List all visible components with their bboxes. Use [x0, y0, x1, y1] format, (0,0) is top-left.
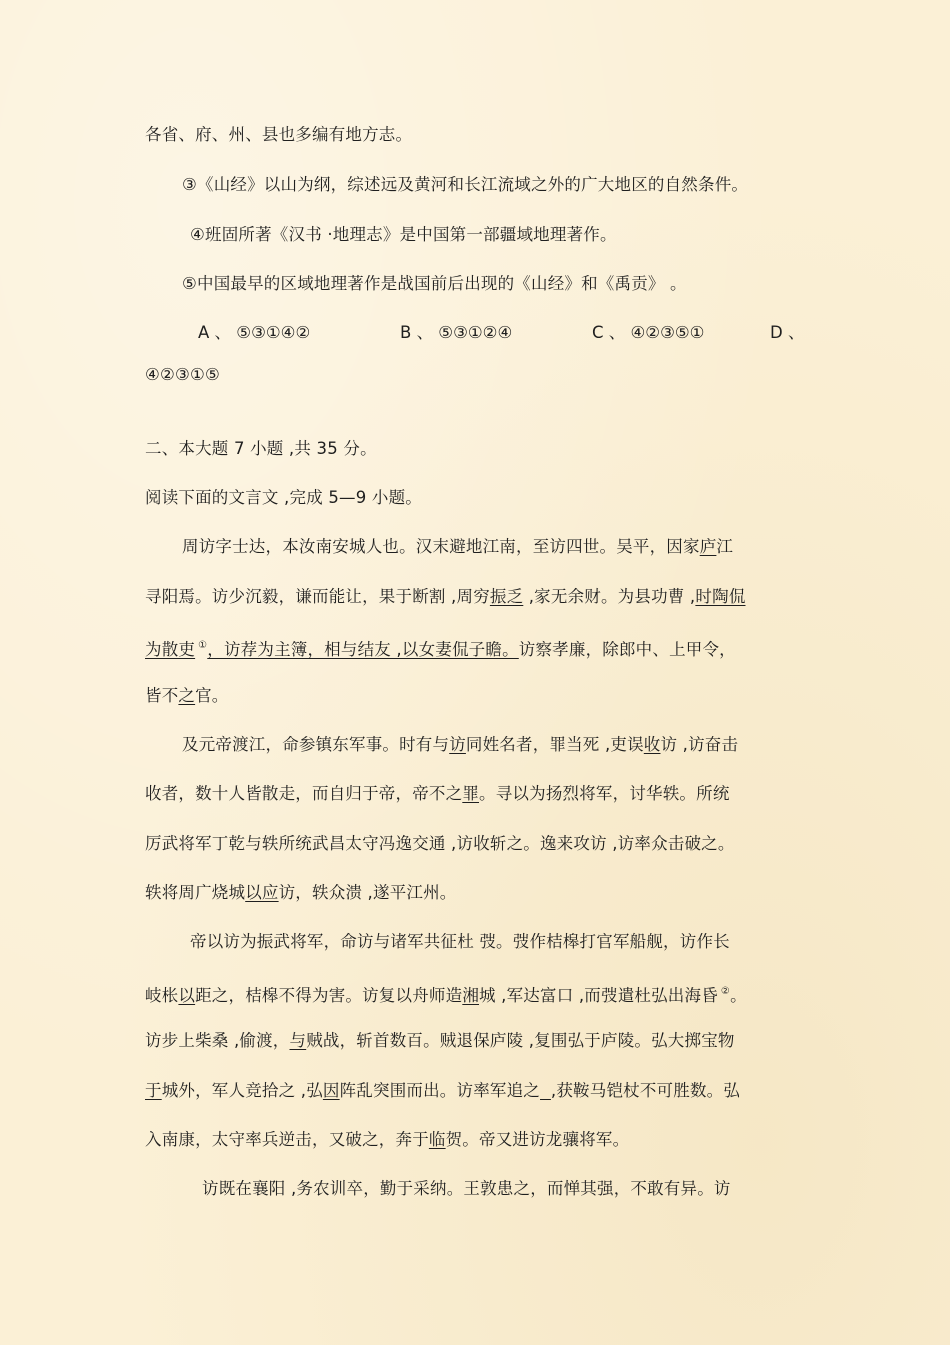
passage-line — [145, 635, 736, 661]
text-run: 同姓名者，罪当死 ,吏误 — [465, 735, 644, 754]
passage-line: 访既在襄阳 ,务农训卒，勤于采纳。王敦患之，而惮其强，不敢有异。访 — [202, 1179, 731, 1198]
passage-line: 帝以访为振武将军，命访与诸军共征杜 弢。弢作桔槔打官军船舰，访作长 — [190, 932, 730, 951]
underlined-word: 振乏 — [489, 587, 524, 606]
text-run: 轶将周广烧城 — [145, 883, 246, 902]
text-run: 。 — [730, 986, 747, 1005]
text-run: ,家无余财。为县功曹 , — [523, 587, 696, 606]
underlined-word: 之 — [178, 686, 196, 705]
underlined-word: 庐 — [699, 537, 717, 556]
q4-option-d: D 、 — [770, 323, 805, 342]
text-run: 访，轶众溃 ,遂平江州。 — [278, 883, 457, 902]
underlined-word: 湘 — [462, 986, 480, 1005]
text-run: 访 ,访奋击 — [660, 735, 739, 754]
text-run: 访步上柴桑 ,偷渡， — [145, 1031, 290, 1050]
text-run: 皆不 — [145, 686, 179, 705]
passage-line — [145, 586, 746, 608]
passage-line — [145, 1129, 629, 1151]
underlined-word: 罪 — [462, 784, 480, 803]
footnote-marker: ② — [720, 986, 731, 997]
q4-option-b: B 、 ⑤③①②④ — [400, 323, 513, 342]
underlined-phrase: ，访荐为主簿，相与结友 ,以女妻侃子瞻。 — [207, 640, 519, 659]
underlined-word: 以 — [178, 986, 196, 1005]
footnote-marker: ① — [198, 640, 208, 651]
q4-option-d-value: ④②③①⑤ — [145, 365, 220, 384]
q4-option-c: C 、 ④②③⑤① — [592, 323, 705, 342]
underlined-word: 收 — [643, 735, 661, 754]
text-run: 访察孝廉，除郎中、上甲令， — [518, 640, 736, 659]
text-run: 寻阳焉。访少沉毅，谦而能让，果于断割 ,周穷 — [145, 587, 490, 606]
text-run: 江 — [716, 537, 734, 556]
text-run: 阵乱突围而出。访率军追之 — [339, 1081, 541, 1100]
underlined-word: 以应 — [245, 883, 279, 902]
underlined-word: 因 — [322, 1081, 340, 1100]
text-run: 。寻以为扬烈将军，讨华轶。所统 — [479, 784, 730, 803]
q4-statement-4: ④班固所著《汉书 ·地理志》是中国第一部疆域地理著作。 — [190, 225, 617, 244]
text-run: 入南康，太守率兵逆击，又破之，奔于 — [145, 1130, 429, 1149]
text-run: 城 ,军达富口 ,而弢遣杜弘出海昏 — [479, 986, 718, 1005]
passage-line: 厉武将军丁乾与轶所统武昌太守冯逸交通 ,访收斩之。逸来攻访 ,访率众击破之。 — [145, 834, 735, 853]
underlined-word: 访 — [449, 735, 466, 754]
passage-line — [145, 981, 747, 1007]
text-run: 贺。帝又进访龙骧将军。 — [445, 1130, 630, 1149]
q4-option-a: A 、 ⑤③①④② — [198, 323, 311, 342]
passage-line — [145, 783, 730, 805]
q4-statement-3: ③《山经》以山为纲，综述远及黄河和长江流域之外的广大地区的自然条件。 — [182, 175, 749, 194]
passage-line — [182, 536, 733, 558]
text-run: 城外，军人竞拾之 ,弘 — [161, 1081, 323, 1100]
underlined-phrase: 为散吏 — [145, 640, 196, 659]
passage-line — [145, 1030, 735, 1052]
text-run: 周访字士达，本汝南安城人也。汉末避地江南，至访四世。吴平，因家 — [182, 537, 700, 556]
underlined-phrase: 时陶侃 — [695, 587, 746, 606]
text-run: 及元帝渡江，命参镇东军事。时有与 — [182, 735, 450, 754]
text-run: 官。 — [195, 686, 229, 705]
passage-line — [145, 685, 229, 707]
q4-statement-5: ⑤中国最早的区域地理著作是战国前后出现的《山经》和《禹贡》 。 — [182, 274, 687, 293]
text-run: 贼战，斩首数百。贼退保庐陵 ,复围弘于庐陵。弘大掷宝物 — [306, 1031, 735, 1050]
text-run: 收者，数十人皆散走，而自归于帝，帝不之 — [145, 784, 463, 803]
q4-intro-tail: 各省、府、州、县也多编有地方志。 — [145, 125, 413, 144]
underlined-word: 临 — [428, 1130, 446, 1149]
text-run: ,获鞍马铠杖不可胜数。弘 — [550, 1081, 741, 1100]
passage-line — [182, 734, 738, 756]
underline-blank — [540, 1081, 551, 1100]
section-2-heading: 二、本大题 7 小题 ,共 35 分。 — [145, 439, 377, 458]
underlined-word: 于 — [145, 1081, 162, 1100]
passage-line — [145, 1080, 740, 1102]
text-run: 距之，桔槔不得为害。访复以舟师造 — [195, 986, 463, 1005]
text-run: 岐枨 — [145, 986, 179, 1005]
underlined-word: 与 — [289, 1031, 307, 1050]
passage-line — [145, 882, 457, 904]
section-2-instruction: 阅读下面的文言文 ,完成 5—9 小题。 — [145, 488, 422, 507]
